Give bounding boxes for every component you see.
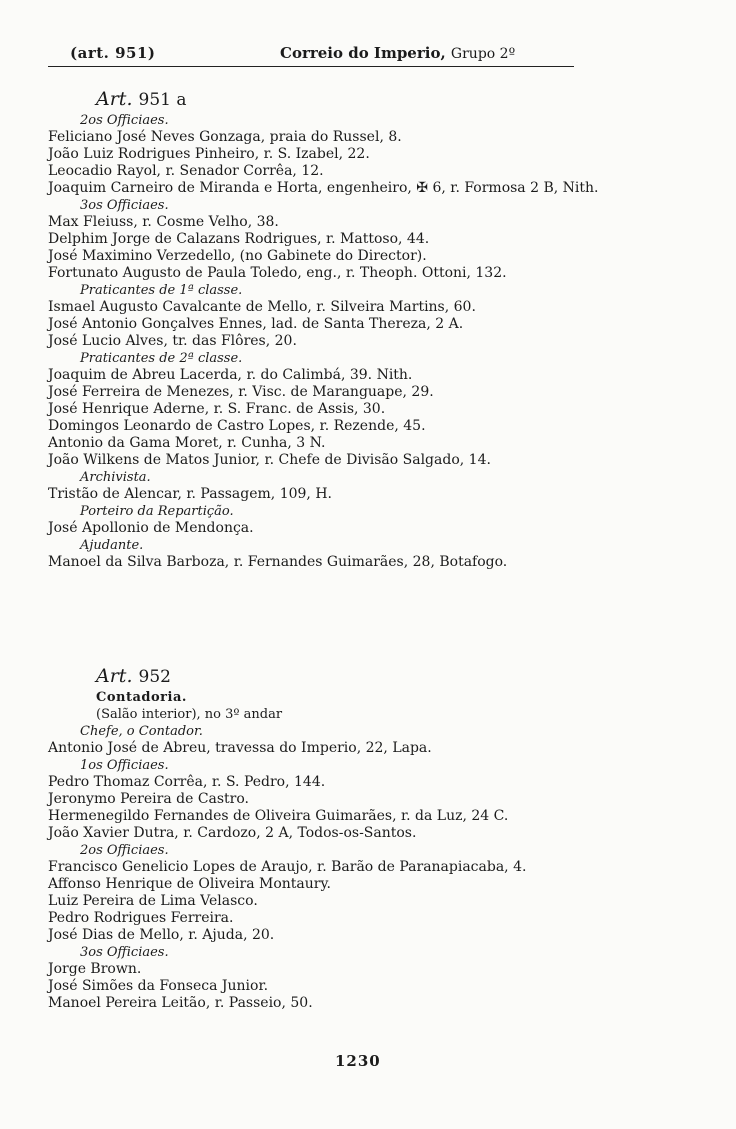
article-heading [48, 663, 688, 689]
role-heading: 2os Officiaes. [80, 113, 169, 128]
role-heading: Praticantes de 2ª classe. [80, 351, 243, 366]
staff-entry: José Dias de Mello, r. Ajuda, 20. [48, 927, 275, 943]
article-number: 951 a [138, 90, 187, 110]
role-heading: 3os Officiaes. [80, 945, 169, 960]
department-note: (Salão interior), no 3º andar [96, 707, 283, 722]
staff-entry: Antonio José de Abreu, travessa do Imperio, 22, Lapa. [48, 740, 432, 756]
article-label: Art. [96, 665, 133, 687]
staff-entry: Max Fleiuss, r. Cosme Velho, 38. [48, 214, 279, 230]
header-title [280, 44, 515, 62]
staff-entry: José Antonio Gonçalves Ennes, lad. de Santa Thereza, 2 A. [48, 316, 464, 332]
staff-entry: João Luiz Rodrigues Pinheiro, r. S. Izabel, 22. [48, 146, 370, 162]
article-952 [48, 663, 688, 1012]
article-951-groups [48, 112, 688, 571]
article-951 [48, 86, 688, 571]
staff-entry: José Ferreira de Menezes, r. Visc. de Maranguape, 29. [48, 384, 434, 400]
staff-entry: Affonso Henrique de Oliveira Montaury. [48, 876, 331, 892]
staff-entry: José Simões da Fonseca Junior. [48, 978, 269, 994]
staff-entry: João Wilkens de Matos Junior, r. Chefe de Divisão Salgado, 14. [48, 452, 491, 468]
staff-entry: Manoel Pereira Leitão, r. Passeio, 50. [48, 995, 313, 1011]
role-heading: 1os Officiaes. [80, 758, 169, 773]
role-heading: Porteiro da Repartição. [80, 504, 234, 519]
article-label: Art. [96, 88, 133, 110]
staff-entry: Luiz Pereira de Lima Velasco. [48, 893, 258, 909]
staff-entry: Tristão de Alencar, r. Passagem, 109, H. [48, 486, 332, 502]
role-heading: Archivista. [80, 470, 151, 485]
staff-entry: Manoel da Silva Barboza, r. Fernandes Guimarães, 28, Botafogo. [48, 554, 508, 570]
staff-entry: Fortunato Augusto de Paula Toledo, eng., r. Theoph. Ottoni, 132. [48, 265, 507, 281]
staff-entry: Joaquim Carneiro de Miranda e Horta, engenheiro, ✠ 6, r. Formosa 2 B, Nith. [48, 180, 599, 196]
staff-entry: Pedro Thomaz Corrêa, r. S. Pedro, 144. [48, 774, 326, 790]
header-publication: Correio do Imperio, [280, 44, 446, 62]
staff-entry: José Apollonio de Mendonça. [48, 520, 254, 536]
role-heading: Chefe, o Contador. [80, 724, 203, 739]
page-number: 1230 [335, 1052, 381, 1070]
staff-entry: Jorge Brown. [48, 961, 142, 977]
staff-entry: João Xavier Dutra, r. Cardozo, 2 A, Todos-os-Santos. [48, 825, 417, 841]
staff-entry: Joaquim de Abreu Lacerda, r. do Calimbá, 39. Nith. [48, 367, 413, 383]
staff-entry: Domingos Leonardo de Castro Lopes, r. Rezende, 45. [48, 418, 426, 434]
staff-entry: José Maximino Verzedello, (no Gabinete do Director). [48, 248, 427, 264]
article-heading [48, 86, 688, 112]
role-heading: 2os Officiaes. [80, 843, 169, 858]
running-header [48, 44, 572, 66]
staff-entry: José Lucio Alves, tr. das Flôres, 20. [48, 333, 297, 349]
staff-entry: Francisco Genelicio Lopes de Araujo, r. Barão de Paranapiacaba, 4. [48, 859, 527, 875]
article-number: 952 [138, 667, 171, 687]
staff-entry: Jeronymo Pereira de Castro. [48, 791, 250, 807]
role-heading: Praticantes de 1ª classe. [80, 283, 243, 298]
staff-entry: Ismael Augusto Cavalcante de Mello, r. Silveira Martins, 60. [48, 299, 476, 315]
header-group: Grupo 2º [450, 46, 516, 62]
staff-entry: Feliciano José Neves Gonzaga, praia do Russel, 8. [48, 129, 402, 145]
article-952-groups [48, 723, 688, 1012]
staff-entry: Pedro Rodrigues Ferreira. [48, 910, 234, 926]
header-rule [48, 66, 574, 67]
staff-entry: Delphim Jorge de Calazans Rodrigues, r. Mattoso, 44. [48, 231, 430, 247]
header-article-ref: (art. 951) [70, 44, 156, 62]
role-heading: 3os Officiaes. [80, 198, 169, 213]
department-title: Contadoria. [96, 690, 187, 705]
staff-entry: José Henrique Aderne, r. S. Franc. de Assis, 30. [48, 401, 386, 417]
staff-entry: Hermenegildo Fernandes de Oliveira Guimarães, r. da Luz, 24 C. [48, 808, 509, 824]
staff-entry: Leocadio Rayol, r. Senador Corrêa, 12. [48, 163, 324, 179]
role-heading: Ajudante. [80, 538, 144, 553]
staff-entry: Antonio da Gama Moret, r. Cunha, 3 N. [48, 435, 326, 451]
